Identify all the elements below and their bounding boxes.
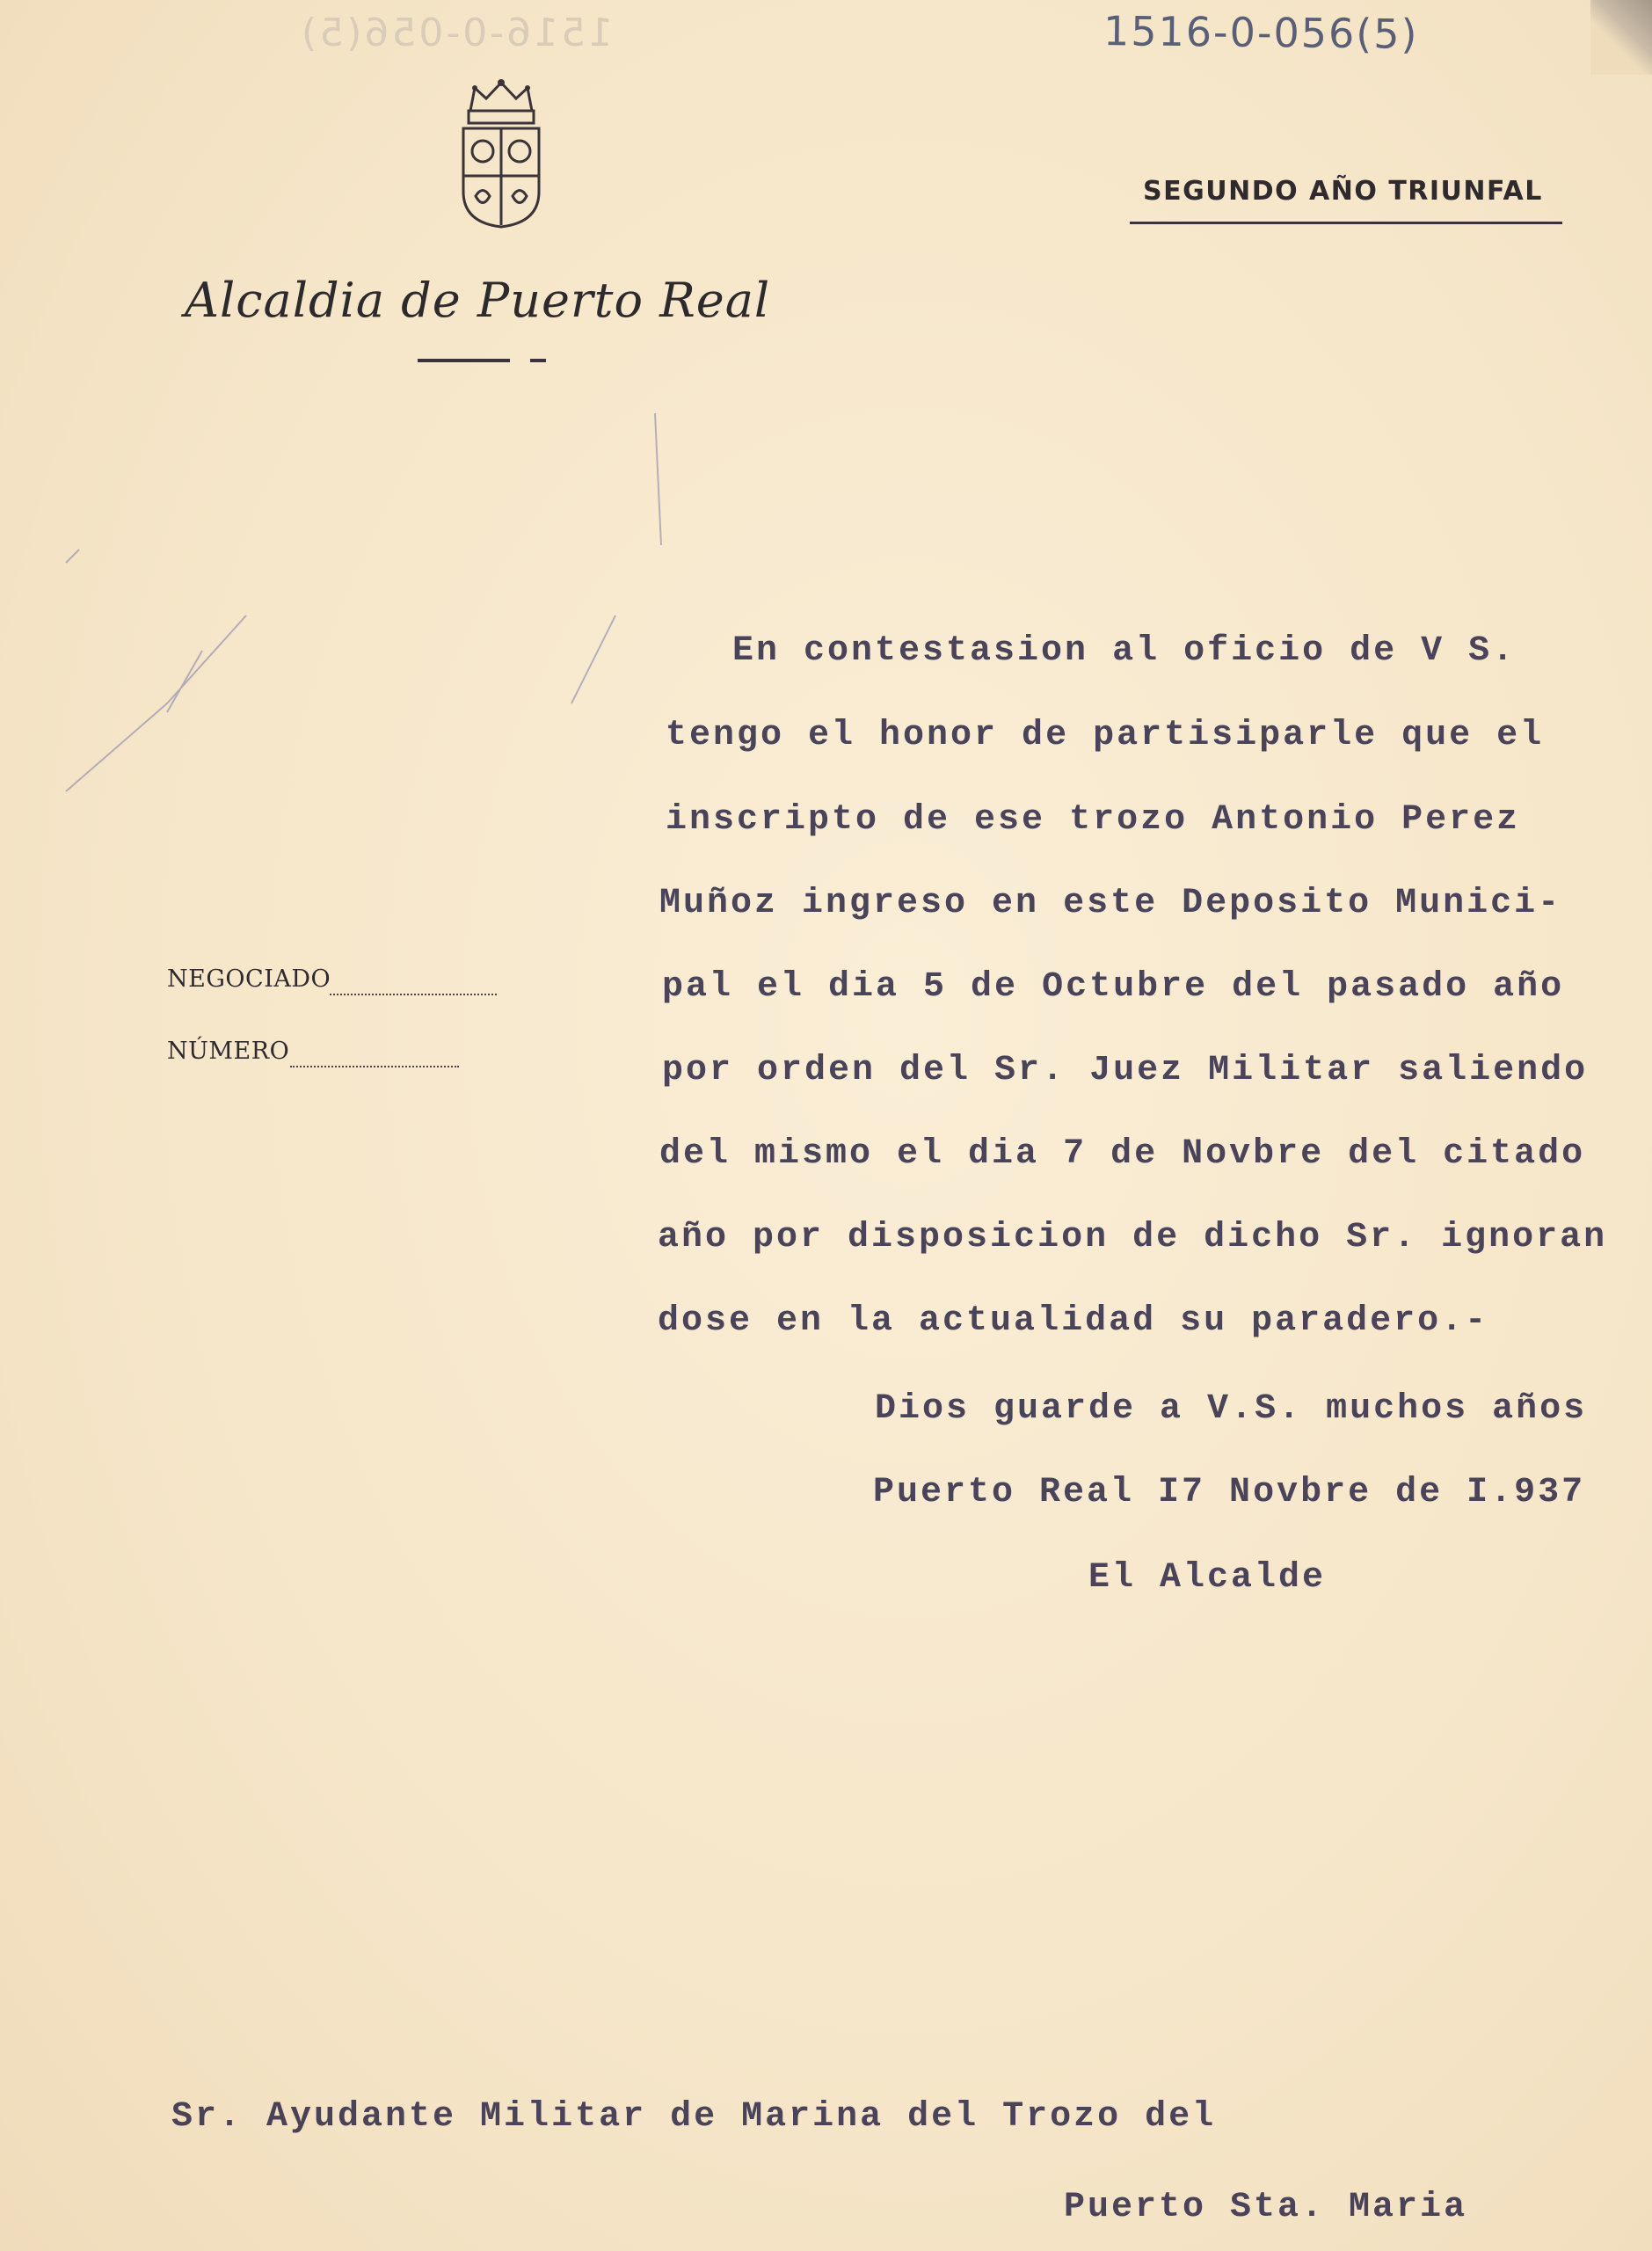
header-motto: SEGUNDO AÑO TRIUNFAL [1143, 176, 1543, 207]
numero-label: NÚMERO [167, 1038, 290, 1065]
letterhead-title: Alcaldia de Puerto Real [185, 273, 771, 328]
closing-signatory: El Alcalde [1088, 1558, 1327, 1598]
archive-reference-faint: 1516-0-056(5) [299, 11, 614, 55]
body-line: pal el dia 5 de Octubre del pasado año [662, 967, 1565, 1007]
negociado-field [330, 994, 497, 995]
body-line: dose en la actualidad su paradero.- [658, 1301, 1489, 1341]
body-line: año por disposicion de dicho Sr. ignoran [658, 1218, 1608, 1257]
body-line: del mismo el dia 7 de Novbre del citado [659, 1134, 1586, 1174]
body-line: inscripto de ese trozo Antonio Perez [666, 800, 1521, 840]
closing-salutation: Dios guarde a V.S. muchos años [875, 1389, 1588, 1429]
recipient-line: Sr. Ayudante Militar de Marina del Trozo del [171, 2097, 1217, 2137]
negociado-label: NEGOCIADO [167, 965, 331, 993]
body-line: tengo el honor de partisiparle que el [666, 716, 1545, 755]
recipient-place: Puerto Sta. Maria [1064, 2188, 1468, 2227]
archive-reference: 1516-0-056(5) [1103, 7, 1419, 58]
numero-field [290, 1066, 459, 1067]
body-line: En contestasion al oficio de V S. [732, 631, 1517, 671]
closing-date: Puerto Real I7 Novbre de I.937 [873, 1473, 1586, 1512]
body-line: Muñoz ingreso en este Deposito Munici- [659, 884, 1562, 923]
body-line: por orden del Sr. Juez Militar saliendo [662, 1051, 1589, 1090]
